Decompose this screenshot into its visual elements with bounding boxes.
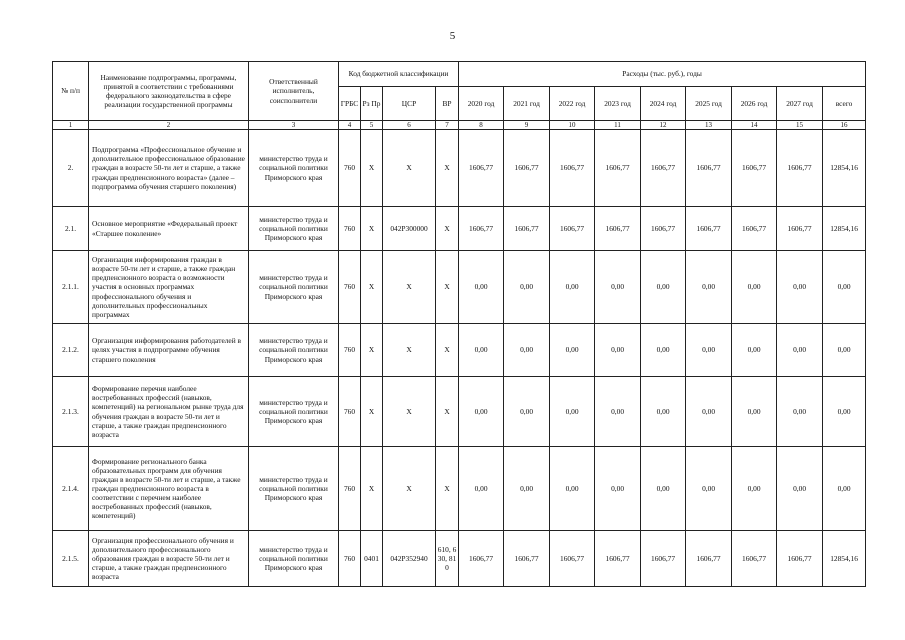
row-name: Организация информирования работодателей в целях участия в подпрограмме обучения старшего поколения bbox=[89, 324, 249, 377]
row-rzpr: X bbox=[361, 130, 383, 207]
table-row bbox=[53, 324, 866, 377]
header-year: 2026 год bbox=[732, 87, 777, 121]
row-year-value: 1606,77 bbox=[641, 130, 686, 207]
row-name: Организация профессионального обучения и дополнительного профессионального образования граждан в возрасте 50-ти лет и старше, а также граждан предпенсионного возраста bbox=[89, 531, 249, 587]
column-number: 14 bbox=[732, 121, 777, 130]
row-rzpr: X bbox=[361, 377, 383, 447]
row-year-value: 0,00 bbox=[641, 377, 686, 447]
row-year-value: 0,00 bbox=[550, 447, 595, 531]
row-executor: министерство труда и социальной политики Приморского края bbox=[249, 447, 339, 531]
table-row bbox=[53, 251, 866, 324]
row-grbs: 760 bbox=[339, 207, 361, 251]
row-year-value: 0,00 bbox=[732, 324, 777, 377]
row-executor: министерство труда и социальной политики Приморского края bbox=[249, 130, 339, 207]
row-year-value: 0,00 bbox=[732, 251, 777, 324]
row-vr: 610, 630, 810 bbox=[436, 531, 459, 587]
row-csr: 042P300000 bbox=[383, 207, 436, 251]
row-year-value: 1606,77 bbox=[595, 207, 641, 251]
row-csr: X bbox=[383, 447, 436, 531]
row-total: 0,00 bbox=[823, 377, 866, 447]
header-name: Наименование подпрограммы, программы, принятой в соответствии с требованиями федерального законодательства в сфере реализации государственной программы bbox=[89, 62, 249, 121]
page-number: 5 bbox=[449, 30, 456, 42]
row-total: 12854,16 bbox=[823, 531, 866, 587]
column-number: 3 bbox=[249, 121, 339, 130]
header-year: 2024 год bbox=[641, 87, 686, 121]
row-vr: X bbox=[436, 130, 459, 207]
row-year-value: 1606,77 bbox=[777, 207, 823, 251]
row-total: 12854,16 bbox=[823, 130, 866, 207]
row-grbs: 760 bbox=[339, 251, 361, 324]
column-number: 12 bbox=[641, 121, 686, 130]
row-year-value: 0,00 bbox=[732, 447, 777, 531]
row-year-value: 0,00 bbox=[595, 377, 641, 447]
column-number: 4 bbox=[339, 121, 361, 130]
row-total: 12854,16 bbox=[823, 207, 866, 251]
row-vr: X bbox=[436, 207, 459, 251]
row-total: 0,00 bbox=[823, 251, 866, 324]
row-vr: X bbox=[436, 377, 459, 447]
row-rzpr: X bbox=[361, 324, 383, 377]
row-year-value: 1606,77 bbox=[686, 207, 732, 251]
row-year-value: 1606,77 bbox=[504, 207, 550, 251]
row-vr: X bbox=[436, 447, 459, 531]
row-year-value: 0,00 bbox=[641, 251, 686, 324]
row-rzpr: X bbox=[361, 207, 383, 251]
row-grbs: 760 bbox=[339, 531, 361, 587]
row-executor: министерство труда и социальной политики Приморского края bbox=[249, 251, 339, 324]
row-year-value: 1606,77 bbox=[686, 531, 732, 587]
row-year-value: 0,00 bbox=[732, 377, 777, 447]
row-number: 2.1.2. bbox=[53, 324, 89, 377]
row-vr: X bbox=[436, 251, 459, 324]
row-year-value: 1606,77 bbox=[732, 531, 777, 587]
row-year-value: 1606,77 bbox=[686, 130, 732, 207]
column-number: 2 bbox=[89, 121, 249, 130]
row-total: 0,00 bbox=[823, 324, 866, 377]
header-expenses: Расходы (тыс. руб.), годы bbox=[459, 62, 866, 87]
row-number: 2.1. bbox=[53, 207, 89, 251]
row-year-value: 0,00 bbox=[504, 377, 550, 447]
row-vr: X bbox=[436, 324, 459, 377]
row-year-value: 1606,77 bbox=[777, 531, 823, 587]
row-year-value: 1606,77 bbox=[504, 130, 550, 207]
row-year-value: 1606,77 bbox=[641, 531, 686, 587]
column-number: 6 bbox=[383, 121, 436, 130]
row-year-value: 0,00 bbox=[686, 251, 732, 324]
row-year-value: 1606,77 bbox=[777, 130, 823, 207]
row-year-value: 0,00 bbox=[641, 324, 686, 377]
row-year-value: 1606,77 bbox=[550, 207, 595, 251]
row-year-value: 1606,77 bbox=[550, 130, 595, 207]
row-csr: 042P352940 bbox=[383, 531, 436, 587]
row-year-value: 1606,77 bbox=[732, 130, 777, 207]
row-name: Формирование регионального банка образовательных программ для обучения граждан в возрасте 50-ти лет и старше, а также граждан предпенсионного возраста в соответствии с перечнем наиболее востребованных профессий (навыков, компетенций) bbox=[89, 447, 249, 531]
row-year-value: 0,00 bbox=[777, 447, 823, 531]
row-year-value: 0,00 bbox=[550, 377, 595, 447]
header-year: 2020 год bbox=[459, 87, 504, 121]
row-total: 0,00 bbox=[823, 447, 866, 531]
row-year-value: 1606,77 bbox=[641, 207, 686, 251]
row-year-value: 0,00 bbox=[595, 447, 641, 531]
row-year-value: 0,00 bbox=[641, 447, 686, 531]
column-numbers-row bbox=[53, 121, 866, 130]
table-row bbox=[53, 130, 866, 207]
row-year-value: 0,00 bbox=[686, 324, 732, 377]
row-number: 2. bbox=[53, 130, 89, 207]
row-csr: X bbox=[383, 130, 436, 207]
row-year-value: 0,00 bbox=[777, 324, 823, 377]
column-number: 10 bbox=[550, 121, 595, 130]
column-number: 5 bbox=[361, 121, 383, 130]
header-year: 2021 год bbox=[504, 87, 550, 121]
row-year-value: 0,00 bbox=[459, 377, 504, 447]
row-year-value: 0,00 bbox=[504, 251, 550, 324]
row-csr: X bbox=[383, 324, 436, 377]
row-year-value: 0,00 bbox=[459, 251, 504, 324]
row-year-value: 1606,77 bbox=[595, 130, 641, 207]
row-name: Формирование перечня наиболее востребованных профессий (навыков, компетенций) на региональном рынке труда для обучения граждан в возрасте 50-ти лет и старше, а также граждан предпенсионного возраста bbox=[89, 377, 249, 447]
row-csr: X bbox=[383, 251, 436, 324]
row-year-value: 1606,77 bbox=[459, 207, 504, 251]
row-year-value: 0,00 bbox=[550, 324, 595, 377]
header-year: 2027 год bbox=[777, 87, 823, 121]
header-budget-code: Код бюджетной классификации bbox=[339, 62, 459, 87]
expenses-table bbox=[52, 61, 866, 587]
row-grbs: 760 bbox=[339, 377, 361, 447]
row-year-value: 0,00 bbox=[686, 377, 732, 447]
row-year-value: 1606,77 bbox=[504, 531, 550, 587]
row-year-value: 1606,77 bbox=[595, 531, 641, 587]
header-vr: ВР bbox=[436, 87, 459, 121]
row-grbs: 760 bbox=[339, 130, 361, 207]
header-num: № п/п bbox=[53, 62, 89, 121]
header-year: 2022 год bbox=[550, 87, 595, 121]
row-year-value: 0,00 bbox=[550, 251, 595, 324]
row-year-value: 1606,77 bbox=[459, 531, 504, 587]
row-number: 2.1.3. bbox=[53, 377, 89, 447]
column-number: 1 bbox=[53, 121, 89, 130]
row-csr: X bbox=[383, 377, 436, 447]
row-rzpr: X bbox=[361, 447, 383, 531]
column-number: 11 bbox=[595, 121, 641, 130]
column-number: 7 bbox=[436, 121, 459, 130]
column-number: 15 bbox=[777, 121, 823, 130]
row-rzpr: X bbox=[361, 251, 383, 324]
header-csr: ЦСР bbox=[383, 87, 436, 121]
row-number: 2.1.5. bbox=[53, 531, 89, 587]
row-year-value: 0,00 bbox=[777, 251, 823, 324]
table-row bbox=[53, 377, 866, 447]
header-year: 2025 год bbox=[686, 87, 732, 121]
column-number: 13 bbox=[686, 121, 732, 130]
row-name: Основное мероприятие «Федеральный проект «Старшее поколение» bbox=[89, 207, 249, 251]
header-rzpr: Рз Пр bbox=[361, 87, 383, 121]
row-executor: министерство труда и социальной политики Приморского края bbox=[249, 207, 339, 251]
row-executor: министерство труда и социальной политики Приморского края bbox=[249, 324, 339, 377]
table-row bbox=[53, 531, 866, 587]
column-number: 8 bbox=[459, 121, 504, 130]
row-grbs: 760 bbox=[339, 447, 361, 531]
row-year-value: 0,00 bbox=[504, 324, 550, 377]
header-year: 2023 год bbox=[595, 87, 641, 121]
row-year-value: 1606,77 bbox=[459, 130, 504, 207]
table-row bbox=[53, 207, 866, 251]
row-year-value: 1606,77 bbox=[550, 531, 595, 587]
row-number: 2.1.1. bbox=[53, 251, 89, 324]
table-row bbox=[53, 447, 866, 531]
row-year-value: 1606,77 bbox=[732, 207, 777, 251]
column-number: 9 bbox=[504, 121, 550, 130]
row-year-value: 0,00 bbox=[459, 447, 504, 531]
row-year-value: 0,00 bbox=[595, 324, 641, 377]
column-number: 16 bbox=[823, 121, 866, 130]
table-body bbox=[53, 121, 866, 587]
row-name: Подпрограмма «Профессиональное обучение и дополнительное профессиональное образование граждан в возрасте 50-ти лет и старше, а также граждан предпенсионного возраста» (далее – подпрограмма обучения старшего поколения) bbox=[89, 130, 249, 207]
row-year-value: 0,00 bbox=[504, 447, 550, 531]
row-grbs: 760 bbox=[339, 324, 361, 377]
row-executor: министерство труда и социальной политики Приморского края bbox=[249, 377, 339, 447]
row-year-value: 0,00 bbox=[686, 447, 732, 531]
row-executor: министерство труда и социальной политики Приморского края bbox=[249, 531, 339, 587]
row-rzpr: 0401 bbox=[361, 531, 383, 587]
row-name: Организация информирования граждан в возрасте 50-ти лет и старше, а также граждан предпенсионного возраста о возможности участия в основных программах профессионального обучения и дополнительных профессиональных программах bbox=[89, 251, 249, 324]
row-year-value: 0,00 bbox=[777, 377, 823, 447]
header-total: всего bbox=[823, 87, 866, 121]
row-year-value: 0,00 bbox=[459, 324, 504, 377]
header-grbs: ГРБС bbox=[339, 87, 361, 121]
header-executor: Ответственный исполнитель, соисполнители bbox=[249, 62, 339, 121]
row-year-value: 0,00 bbox=[595, 251, 641, 324]
row-number: 2.1.4. bbox=[53, 447, 89, 531]
